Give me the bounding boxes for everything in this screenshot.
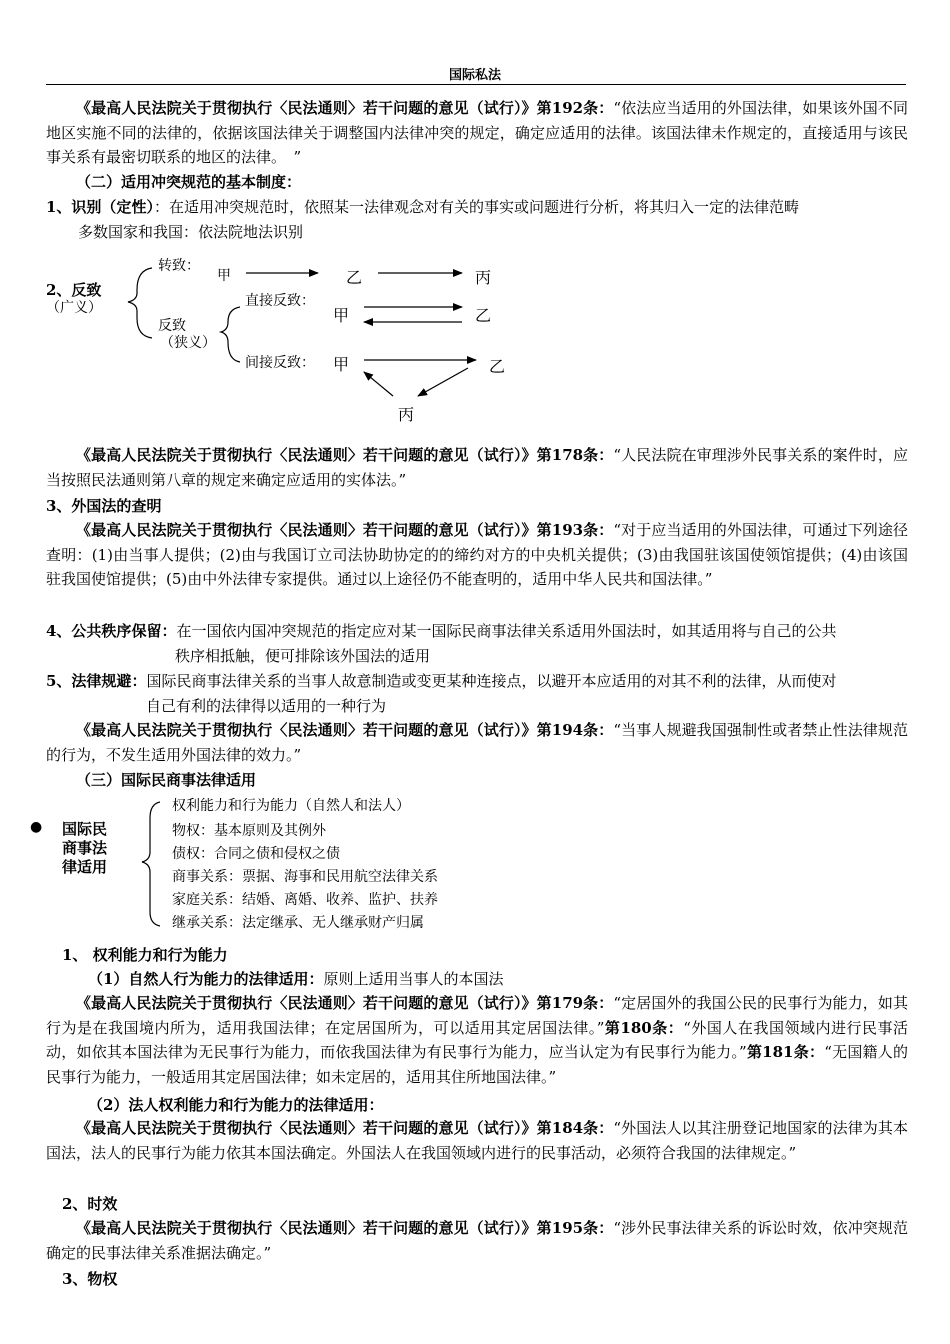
item-5-label: 5、法律规避： bbox=[46, 672, 147, 690]
article-178-paragraph bbox=[46, 443, 908, 492]
article-184-citation: 《最高人民法院关于贯彻执行〈民法通则〉若干问题的意见（试行）》第184条： bbox=[76, 1119, 614, 1137]
item-1-label: 1、识别（定性） bbox=[46, 198, 154, 216]
item-4-public-policy bbox=[46, 620, 836, 641]
sub-1b-title: （2）法人权利能力和行为能力的法律适用： bbox=[88, 1096, 384, 1114]
article-180-citation: 第180条： bbox=[604, 1018, 684, 1037]
article-181-citation: 第181条： bbox=[746, 1043, 825, 1061]
article-178-citation: 《最高人民法院关于贯彻执行〈民法通则〉若干问题的意见（试行）》第178条： bbox=[76, 446, 614, 464]
article-195-text: “涉外民事法律关系的诉讼时效，依冲突规范确定的民事法律关系准据法确定。” bbox=[46, 1219, 908, 1262]
article-184-paragraph bbox=[46, 1116, 908, 1165]
article-193-citation: 《最高人民法院关于贯彻执行〈民法通则〉若干问题的意见（试行）》第193条： bbox=[76, 521, 614, 539]
item-4-label: 4、公共秩序保留： bbox=[46, 622, 177, 640]
tree-item: 家庭关系：结婚、离婚、收养、监护、扶养 bbox=[172, 892, 438, 908]
tree-root-line-2: 商事法 bbox=[62, 839, 108, 857]
narrow-renvoi-label: 反致 bbox=[158, 318, 186, 334]
direct-node-a: 甲 bbox=[333, 306, 350, 325]
article-192-text: “依法应当适用的外国法律，如果该外国不同地区实施不同的法律的，依据该国法律关于调整国内法律冲突的规定，确定应适用的法律。该国法律未作规定的，直接适用与该民事关系有最密切联系的地区的法律。 ” bbox=[46, 99, 908, 166]
sub-1-title: 1、 权利能力和行为能力 bbox=[62, 946, 228, 964]
indirect-arrow-3 bbox=[364, 372, 393, 396]
article-192-citation: 《最高人民法院关于贯彻执行〈民法通则〉若干问题的意见（试行）》第192条： bbox=[76, 99, 614, 117]
article-195-citation: 《最高人民法院关于贯彻执行〈民法通则〉若干问题的意见（试行）》第195条： bbox=[76, 1219, 614, 1237]
indirect-node-a: 甲 bbox=[333, 355, 350, 374]
tree-item: 权利能力和行为能力（自然人和法人） bbox=[172, 798, 410, 814]
section-3-title: （三）国际民商事法律适用 bbox=[76, 771, 257, 789]
article-184-text: “外国法人以其注册登记地国家的法律为其本国法，法人的民事行为能力依其本国法确定。外国法人在我国领域内进行的民事活动，必须符合我国的法律规定。” bbox=[46, 1119, 908, 1162]
page-header: 国际私法 bbox=[448, 68, 501, 83]
tree-item: 债权：合同之债和侵权之债 bbox=[172, 846, 340, 862]
transfer-label: 转致： bbox=[158, 258, 200, 274]
outer-brace bbox=[128, 268, 152, 338]
item-5-text-2: 自己有利的法律得以适用的一种行为 bbox=[146, 697, 387, 715]
item-1-sub: 多数国家和我国：依法院地法识别 bbox=[78, 223, 304, 241]
article-178-text: “人民法院在审理涉外民事关系的案件时，应当按照民法通则第八章的规定来确定应适用的实体法。” bbox=[46, 446, 908, 489]
renvoi-label-sub: （广义） bbox=[46, 300, 102, 316]
item-5-evasion bbox=[46, 670, 836, 691]
article-193-text: “对于应当适用的外国法律，可通过下列途径查明：(1)由当事人提供；(2)由与我国订立司法协助协定的的缔约对方的中央机关提供；(3)由我国驻该国使领馆提供；(4)由该国驻我国使馆提供；(5)由中外法律专家提供。通过以上途径仍不能查明的，适用中华人民共和国法律。” bbox=[46, 521, 908, 588]
tree-item: 继承关系：法定继承、无人继承财产归属 bbox=[172, 915, 424, 931]
sub-1a-label: （1）自然人行为能力的法律适用： bbox=[88, 970, 324, 988]
tree-item: 商事关系：票据、海事和民用航空法律关系 bbox=[172, 869, 438, 885]
sub-3-title: 3、物权 bbox=[62, 1270, 118, 1288]
item-5-text-1: 国际民商事法律关系的当事人故意制造或变更某种连接点，以避开本应适用的对其不利的法律，从而使对 bbox=[146, 672, 837, 690]
article-195-paragraph bbox=[46, 1216, 908, 1265]
indirect-node-c: 丙 bbox=[398, 405, 415, 424]
tree-brace bbox=[142, 802, 160, 926]
article-179-citation: 《最高人民法院关于贯彻执行〈民法通则〉若干问题的意见（试行）》第179条： bbox=[76, 994, 614, 1012]
inner-brace bbox=[221, 307, 240, 362]
section-2-title: （二）适用冲突规范的基本制度： bbox=[76, 173, 302, 191]
item-1-text: ：在适用冲突规范时，依照某一法律观念对有关的事实或问题进行分析，将其归入一定的法律范畴 bbox=[153, 198, 799, 216]
indirect-node-b: 乙 bbox=[489, 357, 506, 376]
tree-root-line-3: 律适用 bbox=[62, 858, 108, 876]
transfer-node-a: 甲 bbox=[217, 268, 231, 284]
article-180-text: “外国人在我国领域内进行民事活动，如依其本国法律为无民事行为能力，而依我国法律为有民事行为能力，应当认定为有民事行为能力。” bbox=[46, 1018, 908, 1061]
article-194-text: “当事人规避我国强制性或者禁止性法律规范的行为，不发生适用外国法律的效力。” bbox=[46, 721, 908, 764]
article-194-citation: 《最高人民法院关于贯彻执行〈民法通则〉若干问题的意见（试行）》第194条： bbox=[76, 721, 614, 739]
article-181-text: “无国籍人的民事行为能力，一般适用其定居国法律；如未定居的，适用其住所地国法律。” bbox=[46, 1043, 909, 1086]
article-194-paragraph bbox=[46, 718, 908, 767]
direct-renvoi-label: 直接反致： bbox=[245, 293, 315, 309]
article-193-paragraph bbox=[46, 518, 908, 592]
sub-2-title: 2、时效 bbox=[62, 1195, 118, 1213]
article-179-paragraph bbox=[46, 991, 908, 1089]
item-4-text-2: 秩序相抵触，便可排除该外国法的适用 bbox=[175, 647, 431, 665]
sub-1a-text: 原则上适用当事人的本国法 bbox=[323, 970, 504, 988]
article-179-text: “定居国外的我国公民的民事行为能力，如其行为是在我国境内所为，适用我国法律；在定居国所为，可以适用其定居国法律。” bbox=[46, 994, 908, 1037]
indirect-renvoi-label: 间接反致： bbox=[245, 355, 315, 371]
tree-item: 物权：基本原则及其例外 bbox=[172, 823, 326, 839]
transfer-node-b: 乙 bbox=[346, 268, 363, 287]
item-3-title: 3、外国法的查明 bbox=[46, 497, 162, 515]
bullet-icon: ● bbox=[30, 819, 43, 835]
narrow-renvoi-sub: （狭义） bbox=[160, 335, 216, 351]
tree-root-line-1: 国际民 bbox=[62, 820, 108, 838]
indirect-arrow-2 bbox=[418, 368, 468, 396]
direct-node-b: 乙 bbox=[475, 306, 492, 325]
sub-1a-line bbox=[88, 968, 503, 989]
renvoi-label: 2、反致 bbox=[46, 281, 102, 299]
transfer-node-c: 丙 bbox=[475, 268, 492, 287]
item-4-text-1: 在一国依内国冲突规范的指定应对某一国际民商事法律关系适用外国法时，如其适用将与自己的公共 bbox=[176, 622, 837, 640]
tree-root bbox=[62, 820, 107, 877]
